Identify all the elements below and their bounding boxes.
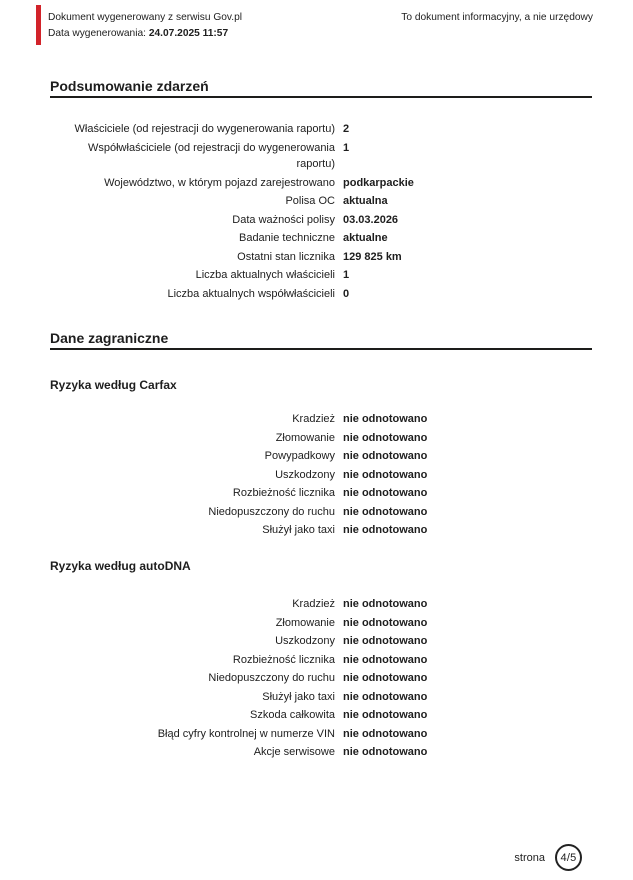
header-left-block (48, 10, 242, 42)
risk-row-label: Kradzież (292, 598, 335, 610)
risk-row-value: nie odnotowano (343, 709, 428, 721)
risk-row-label: Szkoda całkowita (250, 709, 335, 721)
risk-row-label: Powypadkowy (264, 450, 335, 462)
risk-row-value: nie odnotowano (343, 487, 428, 499)
subsection-title-carfax: Ryzyka według Carfax (50, 378, 177, 392)
summary-row-value: 0 (343, 287, 350, 300)
risk-row-value: nie odnotowano (343, 450, 428, 462)
risk-row-value: nie odnotowano (343, 468, 428, 481)
risk-row-label: Rozbieżność licznika (232, 487, 335, 499)
summary-rows (55, 121, 414, 302)
summary-row-label: Liczba aktualnych właścicieli (195, 269, 335, 281)
page-number-label: strona (514, 851, 545, 864)
risk-row-value: nie odnotowano (343, 524, 428, 536)
risk-row-label: Niedopuszczony do ruchu (208, 672, 335, 684)
risk-row-label: Akcje serwisowe (253, 746, 335, 758)
gov-red-accent-bar (36, 5, 41, 45)
summary-row-value: aktualne (343, 232, 388, 244)
risk-row-label: Służył jako taxi (262, 524, 335, 536)
risk-row-label: Złomowanie (275, 616, 335, 629)
carfax-risk-rows (55, 411, 427, 539)
summary-row-label: Województwo, w którym pojazd zarejestrowano (104, 176, 335, 189)
risk-row-label: Uszkodzony (275, 468, 335, 481)
informational-note: To dokument informacyjny, a nie urzędowy (401, 12, 593, 23)
generation-date-label: Data wygenerowania: (48, 28, 146, 39)
summary-row-label: Współwłaściciele (od rejestracji do wygenerowania raportu) (88, 141, 335, 170)
risk-row-value: nie odnotowano (343, 746, 428, 758)
risk-row-value: nie odnotowano (343, 653, 428, 666)
summary-row-label: Badanie techniczne (238, 232, 335, 244)
page-number-badge: 4/5 (555, 844, 582, 871)
header-right-block (401, 10, 593, 42)
risk-row-label: Złomowanie (275, 431, 335, 444)
risk-row-value: nie odnotowano (343, 431, 428, 444)
document-header (48, 10, 593, 42)
summary-row-value: 03.03.2026 (343, 213, 399, 226)
summary-row-value: 2 (343, 123, 350, 135)
risk-row-value: nie odnotowano (343, 672, 428, 684)
section-title-foreign-data: Dane zagraniczne (50, 330, 592, 350)
risk-row-label: Niedopuszczony do ruchu (208, 505, 335, 518)
risk-row-value: nie odnotowano (343, 635, 428, 647)
summary-row-value: aktualna (343, 195, 388, 207)
risk-row-value: nie odnotowano (343, 616, 428, 629)
summary-row-value: podkarpackie (343, 176, 414, 189)
risk-row-label: Uszkodzony (275, 635, 335, 647)
risk-row-value: nie odnotowano (343, 413, 428, 425)
risk-row-value: nie odnotowano (343, 505, 428, 518)
risk-row-label: Rozbieżność licznika (232, 653, 335, 666)
risk-row-label: Błąd cyfry kontrolnej w numerze VIN (157, 727, 335, 740)
autodna-risk-rows (55, 596, 427, 761)
summary-row-value: 129 825 km (343, 250, 402, 263)
generation-date-value: 24.07.2025 11:57 (148, 28, 229, 39)
summary-row-value: 1 (343, 141, 350, 154)
section-title-summary: Podsumowanie zdarzeń (50, 78, 592, 98)
summary-row-label: Polisa OC (285, 195, 335, 207)
summary-row-label: Ostatni stan licznika (237, 250, 335, 263)
risk-row-label: Kradzież (292, 413, 335, 425)
page-footer (514, 844, 582, 871)
generation-date-line (48, 26, 242, 42)
generated-from-text: Dokument wygenerowany z serwisu Gov.pl (48, 12, 243, 23)
risk-row-label: Służył jako taxi (262, 690, 335, 703)
risk-row-value: nie odnotowano (343, 690, 428, 703)
summary-row-label: Liczba aktualnych współwłaścicieli (167, 287, 335, 300)
summary-row-label: Data ważności polisy (232, 213, 335, 226)
risk-row-value: nie odnotowano (343, 598, 428, 610)
summary-row-label: Właściciele (od rejestracji do wygenerowania raportu) (74, 123, 335, 135)
risk-row-value: nie odnotowano (343, 727, 428, 740)
subsection-title-autodna: Ryzyka według autoDNA (50, 559, 191, 573)
summary-row-value: 1 (343, 269, 350, 281)
